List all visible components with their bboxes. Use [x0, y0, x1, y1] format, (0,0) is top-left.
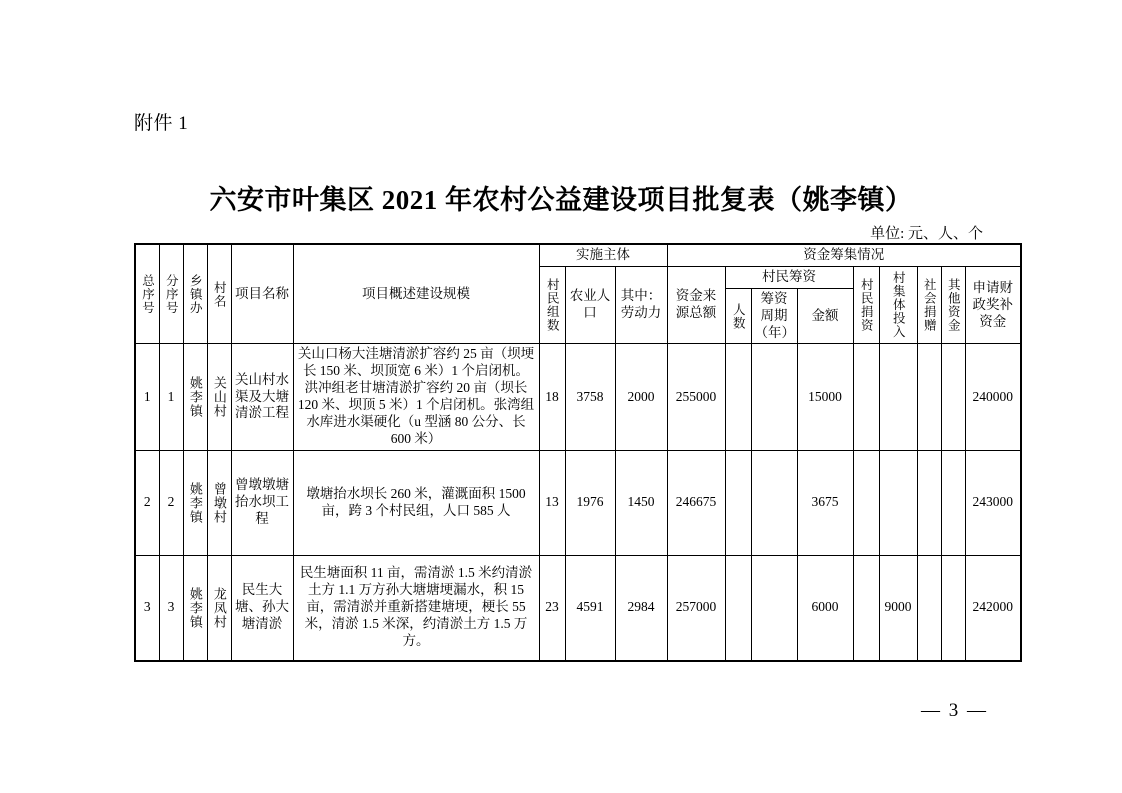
- cell-villager-groups: 23: [539, 555, 565, 661]
- cell-project-name: 曾墩墩塘抬水坝工程: [231, 450, 293, 555]
- cell-project-desc: 墩塘抬水坝长 260 米，灌溉面积 1500 亩，跨 3 个村民组，人口 585 人: [293, 450, 539, 555]
- cell-villager-donation: [853, 555, 879, 661]
- header-sub-no: 分序号: [159, 244, 183, 344]
- cell-total-funding: 255000: [667, 344, 725, 450]
- cell-project-desc: 民生塘面积 11 亩，需清淤 1.5 米约清淤土方 1.1 万方孙大塘塘埂漏水，积 15 亩，需清淤并重新搭建塘埂，梗长 55 米，清淤 1.5 米深，约清淤土方 1.5 万方。: [293, 555, 539, 661]
- cell-total-funding: 257000: [667, 555, 725, 661]
- cell-amount: 3675: [797, 450, 853, 555]
- cell-social-donation: [917, 555, 941, 661]
- cell-villager-groups: 13: [539, 450, 565, 555]
- cell-other-funds: [941, 555, 965, 661]
- cell-township: 姚李镇: [183, 555, 207, 661]
- header-total-no: 总序号: [135, 244, 159, 344]
- cell-villager-groups: 18: [539, 344, 565, 450]
- unit-note: 单位: 元、人、个: [870, 226, 983, 242]
- header-total-funding: 资金来源总额: [667, 266, 725, 344]
- cell-other-funds: [941, 450, 965, 555]
- cell-villager-donation: [853, 344, 879, 450]
- header-village: 村名: [207, 244, 231, 344]
- cell-agri-population: 1976: [565, 450, 615, 555]
- cell-township: 姚李镇: [183, 450, 207, 555]
- header-villager-raise: 村民筹资: [725, 266, 853, 288]
- cell-total-no: 3: [135, 555, 159, 661]
- header-raise-cycle: 筹资周期（年）: [751, 288, 797, 344]
- page-title: 六安市叶集区 2021 年农村公益建设项目批复表（姚李镇）: [209, 185, 913, 215]
- cell-raise-cycle: [751, 555, 797, 661]
- cell-village: 曾墩村: [207, 450, 231, 555]
- cell-social-donation: [917, 344, 941, 450]
- cell-sub-no: 1: [159, 344, 183, 450]
- cell-village: 龙凤村: [207, 555, 231, 661]
- cell-other-funds: [941, 344, 965, 450]
- cell-sub-no: 2: [159, 450, 183, 555]
- table-header-row-1: [135, 244, 1021, 266]
- header-township: 乡镇办: [183, 244, 207, 344]
- cell-person-count: [725, 555, 751, 661]
- cell-person-count: [725, 450, 751, 555]
- table-row: [135, 344, 1021, 450]
- table-row: [135, 555, 1021, 661]
- header-person-count: 人数: [725, 288, 751, 344]
- cell-agri-population: 3758: [565, 344, 615, 450]
- header-collective-input: 村集体投入: [879, 266, 917, 344]
- cell-financial-award: 242000: [965, 555, 1021, 661]
- cell-villager-donation: [853, 450, 879, 555]
- header-financial-award: 申请财政奖补资金: [965, 266, 1021, 344]
- cell-project-name: 关山村水渠及大塘清淤工程: [231, 344, 293, 450]
- header-of-which-labor: 其中：劳动力: [615, 266, 667, 344]
- header-funding-situation: 资金筹集情况: [667, 244, 1021, 266]
- table-body: [135, 344, 1021, 661]
- cell-total-no: 1: [135, 344, 159, 450]
- header-project-desc: 项目概述建设规模: [293, 244, 539, 344]
- cell-social-donation: [917, 450, 941, 555]
- header-villager-donation: 村民捐资: [853, 266, 879, 344]
- cell-amount: 15000: [797, 344, 853, 450]
- cell-person-count: [725, 344, 751, 450]
- cell-village: 关山村: [207, 344, 231, 450]
- cell-project-desc: 关山口杨大洼塘清淤扩容约 25 亩（坝埂长 150 米、坝顶宽 6 米）1 个启闭机。洪冲组老甘塘清淤扩容约 20 亩（坝长 120 米、坝顶 5 米）1 个启闭机。张湾组水库进水渠硬化（u 型涵 80 公分、长 600 米）: [293, 344, 539, 450]
- cell-raise-cycle: [751, 344, 797, 450]
- header-agri-population: 农业人口: [565, 266, 615, 344]
- cell-financial-award: 243000: [965, 450, 1021, 555]
- approval-table: [134, 243, 1022, 662]
- cell-collective-input: 9000: [879, 555, 917, 661]
- cell-financial-award: 240000: [965, 344, 1021, 450]
- cell-total-no: 2: [135, 450, 159, 555]
- header-villager-groups: 村民组数: [539, 266, 565, 344]
- header-implementing-body: 实施主体: [539, 244, 667, 266]
- cell-agri-population: 4591: [565, 555, 615, 661]
- cell-collective-input: [879, 450, 917, 555]
- cell-of-which-labor: 2984: [615, 555, 667, 661]
- page-number: — 3 —: [921, 700, 988, 721]
- header-amount: 金额: [797, 288, 853, 344]
- cell-collective-input: [879, 344, 917, 450]
- cell-total-funding: 246675: [667, 450, 725, 555]
- cell-of-which-labor: 2000: [615, 344, 667, 450]
- header-social-donation: 社会捐赠: [917, 266, 941, 344]
- cell-project-name: 民生大塘、孙大塘清淤: [231, 555, 293, 661]
- cell-sub-no: 3: [159, 555, 183, 661]
- table-row: [135, 450, 1021, 555]
- attachment-label: 附件 1: [134, 113, 189, 134]
- cell-of-which-labor: 1450: [615, 450, 667, 555]
- header-project-name: 项目名称: [231, 244, 293, 344]
- cell-raise-cycle: [751, 450, 797, 555]
- approval-table-container: [134, 243, 1014, 662]
- cell-township: 姚李镇: [183, 344, 207, 450]
- cell-amount: 6000: [797, 555, 853, 661]
- header-other-funds: 其他资金: [941, 266, 965, 344]
